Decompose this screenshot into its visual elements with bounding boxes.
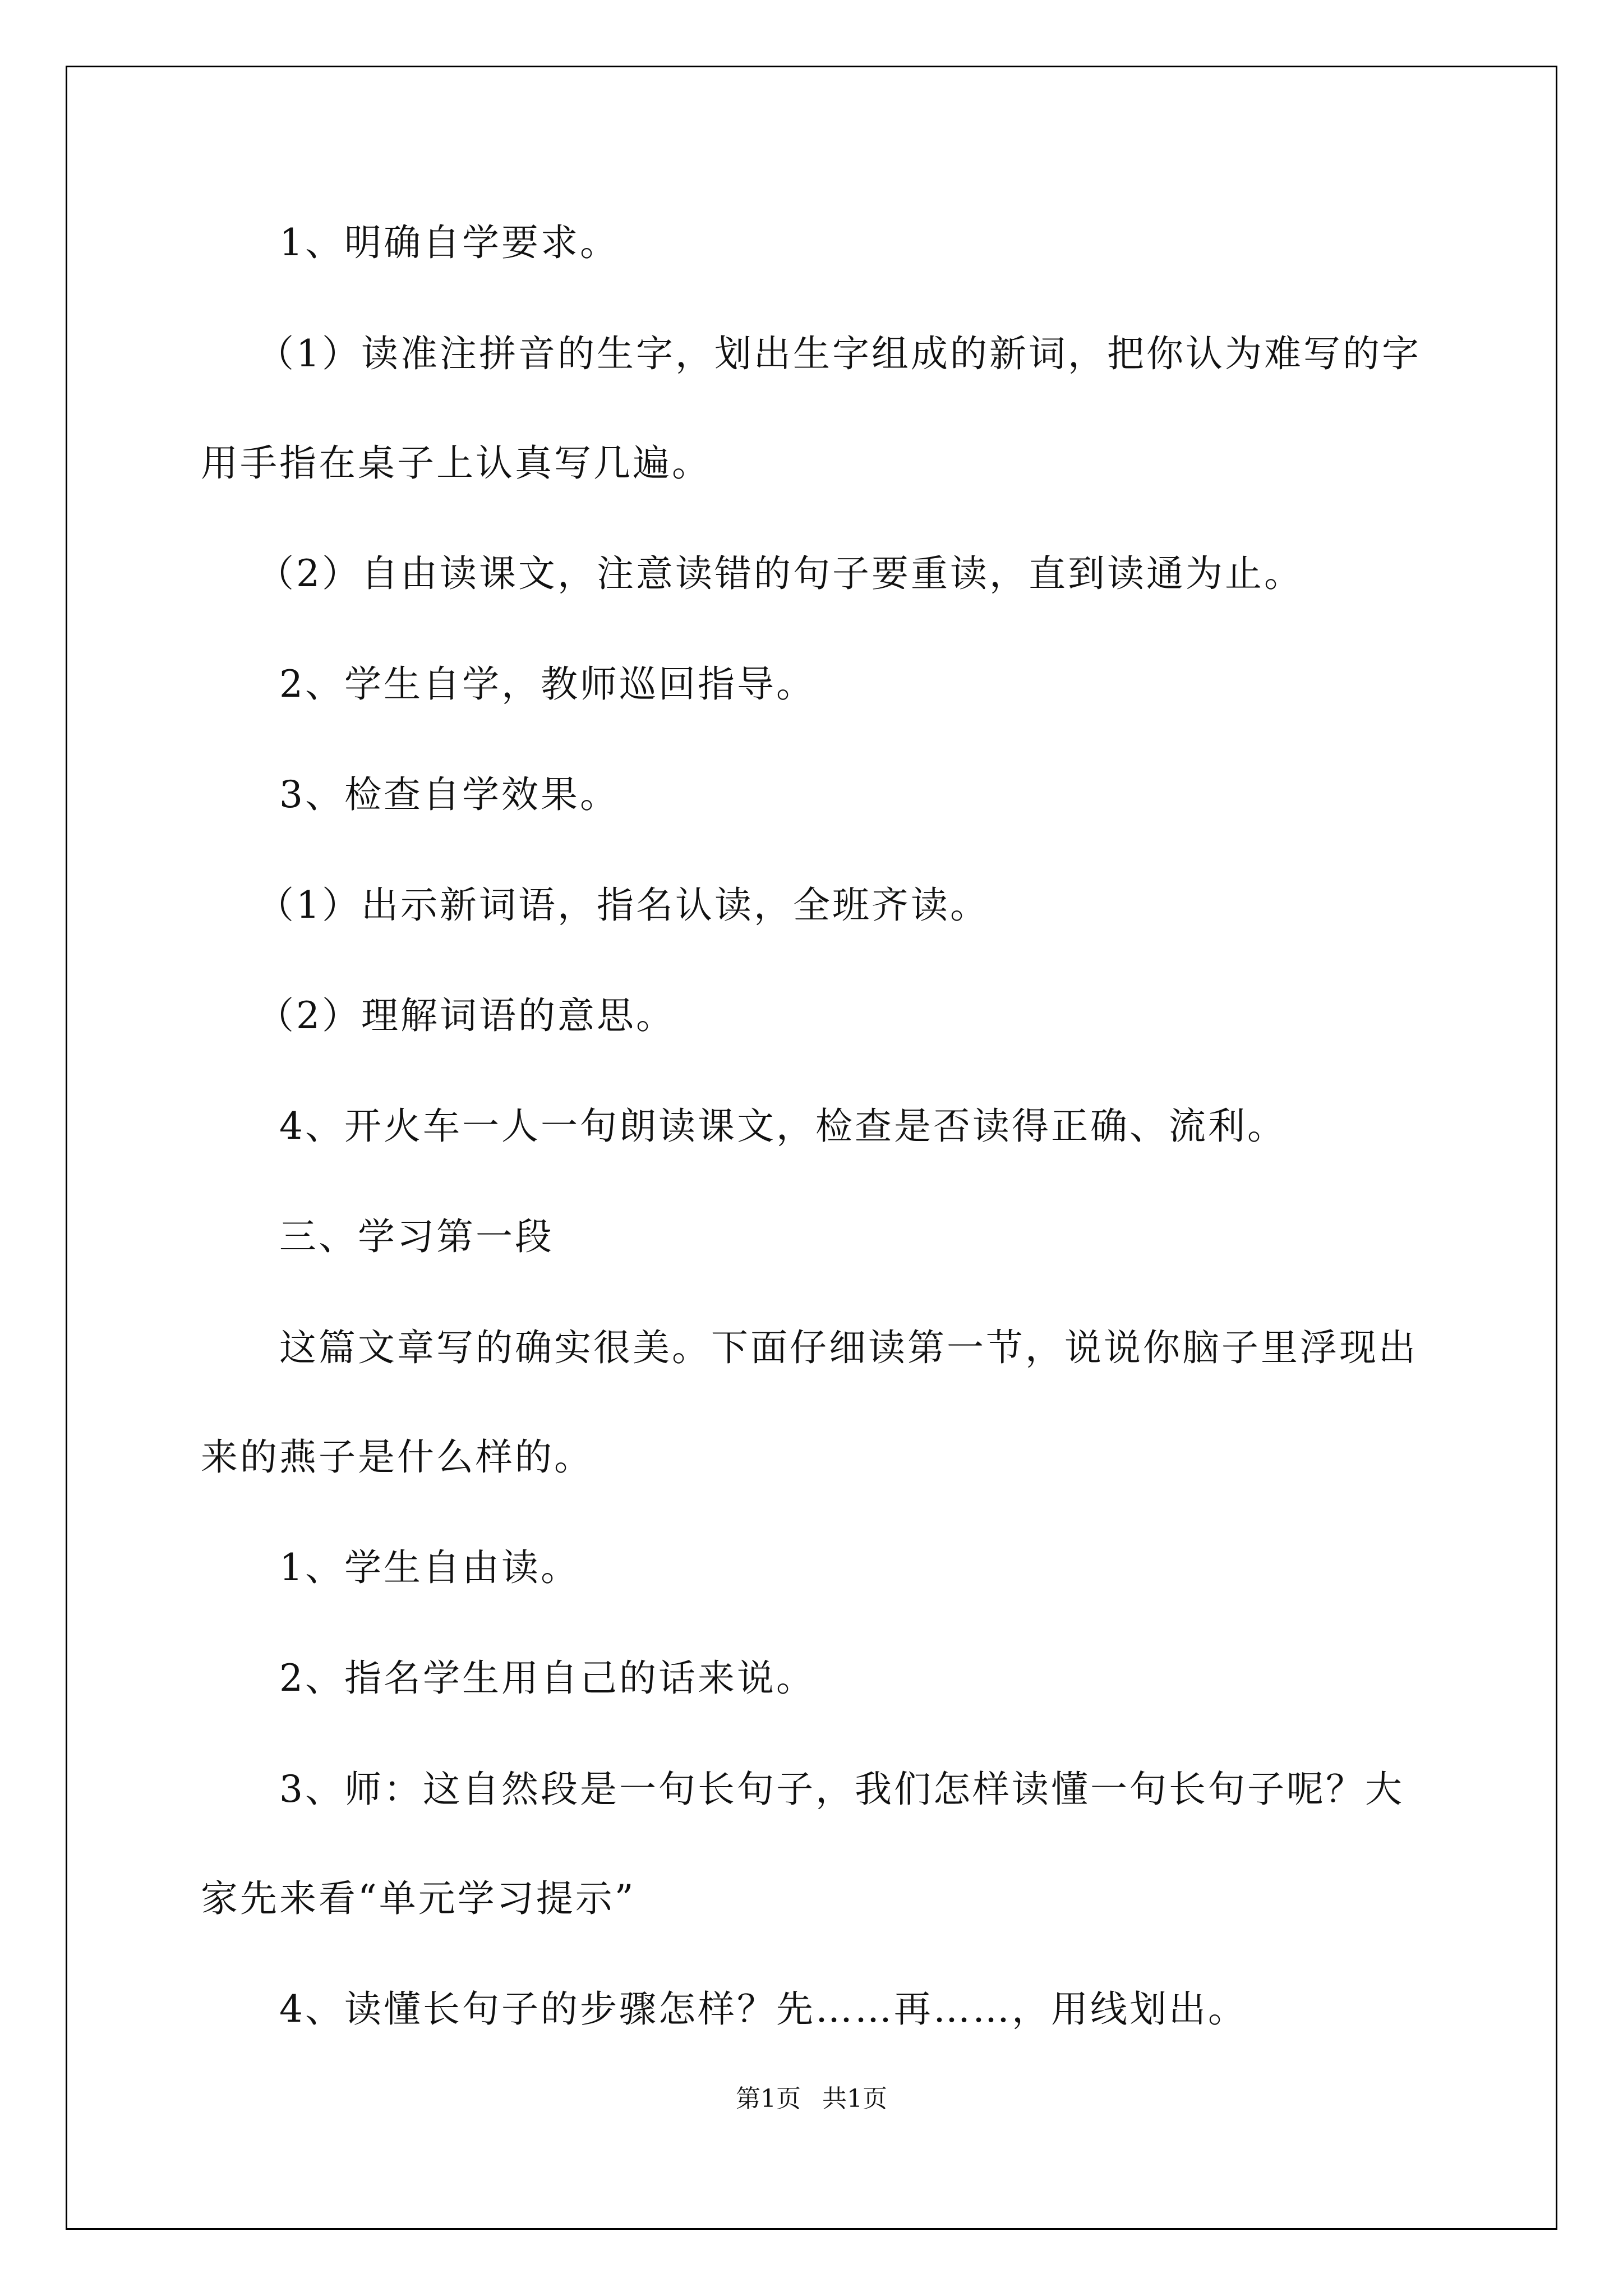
paragraph-6: （1）出示新词语，指名认读，全班齐读。 bbox=[257, 884, 989, 927]
paragraph-2: （1）读准注拼音的生字，划出生字组成的新词，把你认为难写的字用手指在桌子上认真写几遍。 bbox=[201, 332, 1421, 485]
paragraph-12: 2、指名学生用自己的话来说。 bbox=[279, 1657, 815, 1700]
paragraph-10: 这篇文章写的确实很美。下面仔细读第一节，说说你脑子里浮现出来的燕子是什么样的。 bbox=[201, 1326, 1418, 1479]
page-total: 共1页 bbox=[822, 2085, 887, 2113]
paragraph-13: 3、师：这自然段是一句长句子，我们怎样读懂一句长句子呢？大家先来看“单元学习提示” bbox=[201, 1768, 1404, 1920]
paragraph-1: 1、明确自学要求。 bbox=[279, 221, 619, 264]
paragraph-3: （2）自由读课文，注意读错的句子要重读，直到读通为止。 bbox=[257, 552, 1303, 595]
page-footer bbox=[0, 2082, 1623, 2116]
paragraph-7: （2）理解词语的意思。 bbox=[257, 994, 675, 1037]
page-number: 第1页 bbox=[736, 2085, 801, 2113]
paragraph-5: 3、检查自学效果。 bbox=[279, 773, 619, 816]
paragraph-8: 4、开火车一人一句朗读课文，检查是否读得正确、流利。 bbox=[279, 1105, 1287, 1148]
paragraph-9: 三、学习第一段 bbox=[279, 1215, 554, 1258]
document-body bbox=[201, 213, 1435, 2090]
paragraph-14: 4、读懂长句子的步骤怎样？先……再……，用线划出。 bbox=[279, 1987, 1247, 2031]
paragraph-4: 2、学生自学，教师巡回指导。 bbox=[279, 662, 815, 706]
paragraph-11: 1、学生自由读。 bbox=[279, 1546, 580, 1589]
